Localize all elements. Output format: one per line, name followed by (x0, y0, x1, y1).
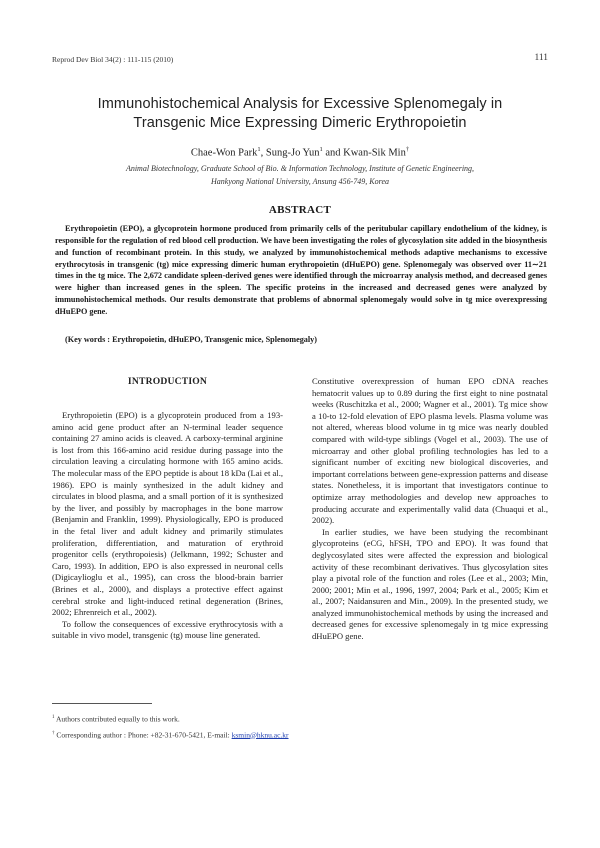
body-paragraph: To follow the consequences of excessive erythrocytosis with a suitable in vivo model, transgenic (tg) mouse line generated. (52, 618, 283, 641)
body-paragraph: Constitutive overexpression of human EPO cDNA reaches hematocrit values up to 0.89 during the first eight to nine postnatal weeks (Ruschitzka et al., 2000; Wagner et al., 2001). Tg mice show a 10-to 12-fold elevation of EPO plasma levels. Plasma volume was not altered, whereas blood volume in tg mice was nearly doubled compared with wild-type siblings (Vogel et al., 2003). The use of microarray and other global profiling technologies has led to a significant number of exciting new biological discoveries, and important correlations between gene-expression patterns and disease states. Nonetheless, it is important that investigators continue to optimize array methodologies and develop new approaches to producing accurate and experimentally valid data (Chuaqui et al., 2002). (312, 376, 548, 526)
affiliation-line-1: Animal Biotechnology, Graduate School of Bio. & Information Technology, Institute of Genetic Engineering, (125, 164, 475, 173)
footnote-divider (52, 703, 152, 704)
footnote-equal-contribution (52, 711, 548, 727)
footnote-mark: † (52, 730, 55, 736)
author-name: Sung-Jo Yun (265, 147, 320, 159)
abstract-body: Erythropoietin (EPO), a glycoprotein hormone produced from primarily cells of the peritubular capillary endothelium of the kidney, is responsible for the regulation of red blood cell production. We have been investigating the roles of glycosylation site added in the biosynthesis and function of recombinant protein. In this study, we analyzed by immunohistochemical methods adaptive mechanisms to excessive erythrocytosis in transgenic (tg) mice expressing dimeric human erythropoietin (dHuEPO) gene. Splenomegaly was observed over 11∼21 times in the tg mice. The 2,672 candidate spleen-derived genes were identified through the microarray analysis method, and decreased genes were higher than increased genes in the spleen. The specific proteins in the increased and decreased genes were analyzed by immunohistochemical methods. Our results demonstrate that problems of abnormal splenomegaly would solve in tg mice overexpressing dHuEPO gene. (55, 224, 547, 316)
footnote-mark: 1 (52, 715, 55, 720)
body-paragraph: Erythropoietin (EPO) is a glycoprotein produced from a 193-amino acid gene product after an N-terminal leader sequence containing 27 amino acids is cleaved. A carboxy-terminal arginine is lost from this 166-amino acid residue during passage into the circulation leaving a circulating hormone with 165 amino acids. The molecular mass of the EPO peptide is about 18 kDa (Lai et al., 1986). EPO is mainly synthesized in the adult kidney and circulates in blood plasma, and a small portion of it is synthesized by the liver, and possibly by macrophages in the bone marrow (Benjamin and Franklin, 1999). Physiologically, EPO is produced in the fetal liver and adult kidney and primarily stimulates proliferation, differentiation, and maturation of erythroid progenitor cells (erythropoiesis) (Jelkmann, 1992; Schuster and Caro, 1993). In addition, EPO is also expressed in neuronal cells (Digicaylioglu et al., 1995), can cross the blood-brain barrier (Brines et al., 2000), and displays a protective effect against cerebral stroke and light-induced retinal degeneration (Brines, 2002; Ehrenreich et al., 2002). (52, 410, 283, 618)
abstract-heading: ABSTRACT (268, 204, 332, 216)
affiliation (40, 163, 560, 188)
affiliation-line-2: Hankyong National University, Ansung 456-749, Korea (211, 176, 389, 186)
footnote-corresponding-author (52, 727, 548, 743)
body-paragraph: In earlier studies, we have been studying the recombinant glycoproteins (eCG, hFSH, TPO and EPO). It was found that deglycosylated sites were affected the expression and biological activity of these recombinant derivatives. Thus glycosylation sites play a pivotal role of the function and roles (Lee et al., 2003; Min, 2000; 2001; Min et al., 1996, 1997, 2004; Park et al., 2005; Kim et al., 2007; Naidansuren and Min., 2009). In the presented study, we analyzed immunohistochemical methods by using the increased and decreased genes for excessive splenomegaly in tg mice expressing dHuEPO gene. (312, 526, 548, 642)
author-mark: † (405, 146, 410, 153)
email-link[interactable]: ksmin@hknu.ac.kr (231, 730, 289, 739)
author-separator: , (260, 147, 266, 159)
right-column (312, 376, 548, 643)
running-head: Reprod Dev Biol 34(2) : 111-115 (2010) (52, 55, 174, 64)
left-column (52, 376, 283, 642)
footnotes (52, 711, 548, 742)
footnote-text: Corresponding author : Phone: +82-31-670-5421, E-mail: (56, 730, 232, 739)
article-title (40, 95, 560, 133)
author-separator: and (322, 147, 344, 159)
author-name: Kwan-Sik Min (343, 147, 406, 159)
author-name: Chae-Won Park (190, 147, 258, 159)
footnote-text: Authors contributed equally to this work. (55, 714, 180, 724)
author-list (40, 146, 560, 159)
author-mark: 1 (257, 146, 261, 153)
title-line-1: Immunohistochemical Analysis for Excessive Splenomegaly in (97, 96, 503, 112)
page-number: 111 (534, 53, 548, 63)
introduction-heading: INTRODUCTION (127, 376, 208, 387)
author-mark: 1 (319, 146, 323, 153)
title-line-2: Transgenic Mice Expressing Dimeric Erythropoietin (133, 115, 467, 131)
keywords: (Key words : Erythropoietin, dHuEPO, Transgenic mice, Splenomegaly) (65, 335, 317, 344)
